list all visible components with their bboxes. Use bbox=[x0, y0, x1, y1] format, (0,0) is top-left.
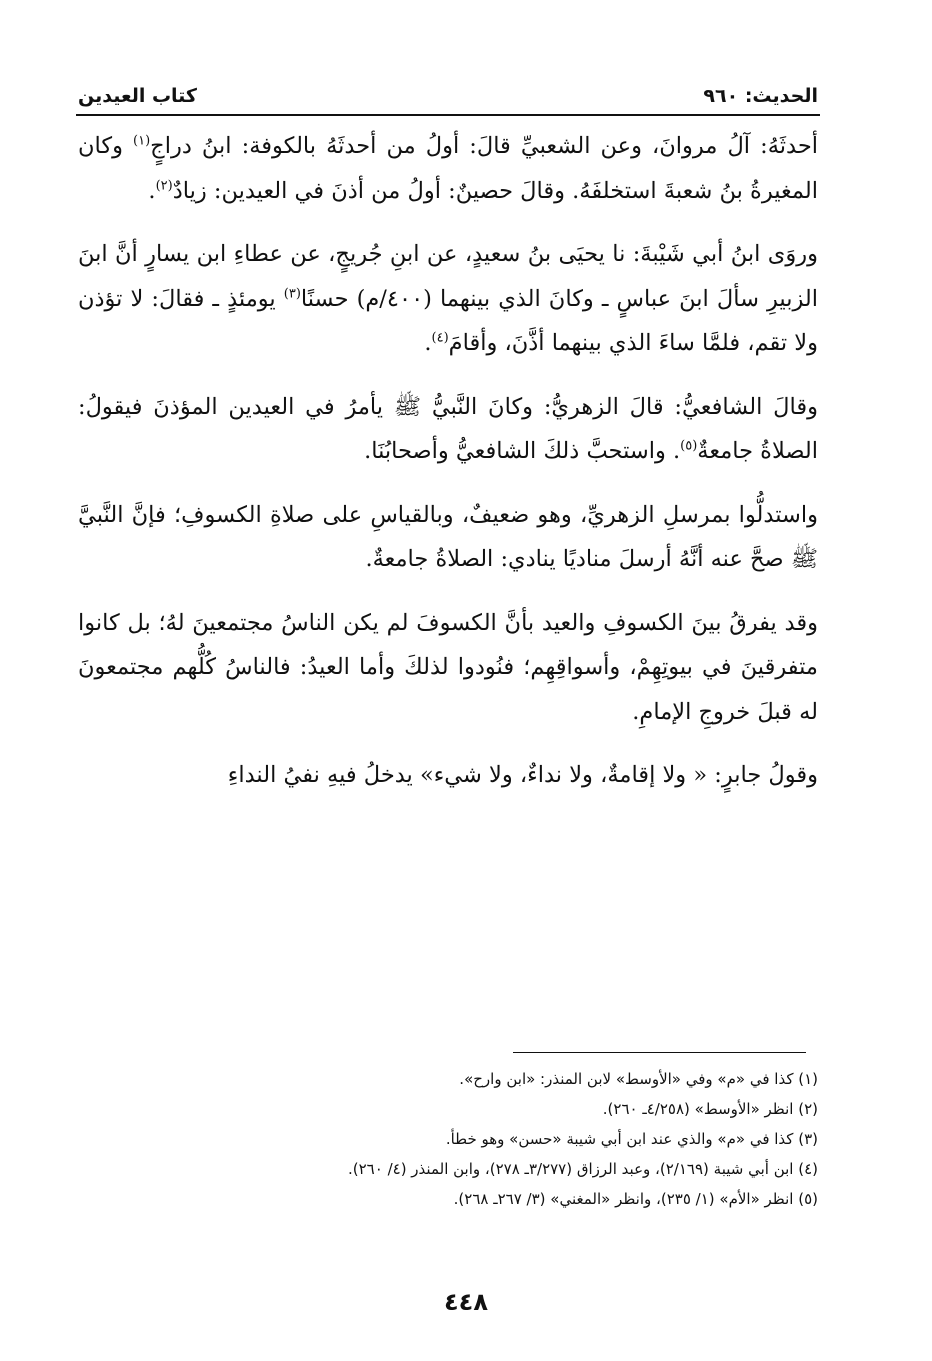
text-run: وقد يفرقُ بينَ الكسوفِ والعيد بأنَّ الكسوفَ لم يكن الناسُ مجتمعينَ لهُ؛ بل كانوا متفرقينَ في بيوتِهِمْ، وأسواقِهِم؛ فنُودوا لذلكَ وأما العيدُ: فالناسُ كُلُّهم مجتمعونَ له قبلَ خروجِ الإمامِ. bbox=[78, 609, 818, 725]
text-run: أحدثَهُ: آلُ مروانَ، وعن الشعبيِّ قالَ: أولُ من أحدثَهُ بالكوفة: ابنُ دراجٍ bbox=[150, 133, 818, 159]
text-run: . bbox=[424, 330, 432, 356]
footnote-marker: (٥) bbox=[680, 438, 698, 454]
text-run: وقولُ جابرٍ: « ولا إقامةٌ، ولا نداءٌ، ولا شيء» يدخلُ فيهِ نفيُ النداءِ bbox=[227, 762, 818, 788]
text-run: وروَى ابنُ أبي شَيْبةَ: نا يحيَى بنُ سعيدٍ، عن ابنِ جُريجٍ، عن عطاءِ ابن يسارٍ أنَّ ابنَ الزبيرِ سألَ ابنَ عباسٍ ـ وكانَ الذي بينهما (٤٠٠/م) حسنًا bbox=[78, 241, 819, 312]
text-run: . bbox=[148, 177, 156, 204]
paragraph-5 bbox=[78, 601, 818, 735]
footnote-4: (٤) ابن أبي شيبة (٢/١٦٩)، وعبد الرزاق (٣/٢٧٧ـ ٢٧٨)، وابن المنذر (٤/ ٢٦٠). bbox=[348, 1160, 818, 1178]
footnote-marker: (٤) bbox=[431, 330, 449, 346]
text-run: وقالَ الشافعيُّ: قالَ الزهريُّ: وكانَ النَّبيُّ ﷺ يأمرُ في العيدين المؤذنَ فيقولُ: الصلاةُ جامعةٌ bbox=[78, 393, 818, 464]
main-text bbox=[78, 124, 818, 817]
footnote-3: (٣) كذا في «م» والذي عند ابن أبي شيبة «حسن» وهو خطأ. bbox=[445, 1130, 818, 1148]
footnote-marker: (٢) bbox=[155, 178, 173, 193]
paragraph-3 bbox=[78, 385, 818, 474]
running-header bbox=[78, 82, 818, 110]
paragraph-4 bbox=[78, 493, 818, 582]
page-number: ٤٤٨ bbox=[444, 1288, 488, 1316]
paragraph-2 bbox=[78, 232, 818, 366]
footnote-2: (٢) انظر «الأوسط» (٤/٢٥٨ـ ٢٦٠). bbox=[602, 1100, 818, 1118]
footnotes bbox=[78, 1064, 818, 1214]
book-title: كتاب العيدين bbox=[78, 85, 197, 107]
text-run: وكان المغيرةُ بنُ شعبةَ استخلفَهُ. وقالَ حصينٌ: أولُ من أذنَ في العيدين: زيادٌ bbox=[78, 133, 818, 204]
footnote-separator bbox=[513, 1052, 806, 1053]
footnote-marker: (١) bbox=[133, 133, 151, 149]
footnote-1: (١) كذا في «م» وفي «الأوسط» لابن المنذر: «ابن وارح». bbox=[459, 1070, 818, 1088]
paragraph-6 bbox=[78, 753, 818, 798]
text-run: . واستحبَّ ذلكَ الشافعيُّ وأصحابُنَا. bbox=[364, 438, 681, 464]
paragraph-1 bbox=[78, 124, 818, 213]
footnote-marker: (٣) bbox=[283, 286, 301, 301]
text-run: واستدلُّوا بمرسلِ الزهريِّ، وهو ضعيفٌ، وبالقياسِ على صلاةِ الكسوفِ؛ فإنَّ النَّبيَّ ﷺ صحَّ عنه أنَّهُ أرسلَ مناديًا ينادي: الصلاةُ جامعةٌ. bbox=[78, 501, 818, 572]
header-rule bbox=[76, 114, 820, 116]
hadith-number: الحديث: ٩٦٠ bbox=[703, 85, 818, 107]
footnote-5: (٥) انظر «الأم» (١/ ٢٣٥)، وانظر «المغني» (٣/ ٢٦٧ـ ٢٦٨). bbox=[453, 1190, 818, 1208]
text-run: يومئذٍ ـ فقالَ: لا تؤذن ولا تقم، فلمَّا ساءَ الذي بينهما أذَّنَ، وأقامَ bbox=[78, 285, 818, 356]
